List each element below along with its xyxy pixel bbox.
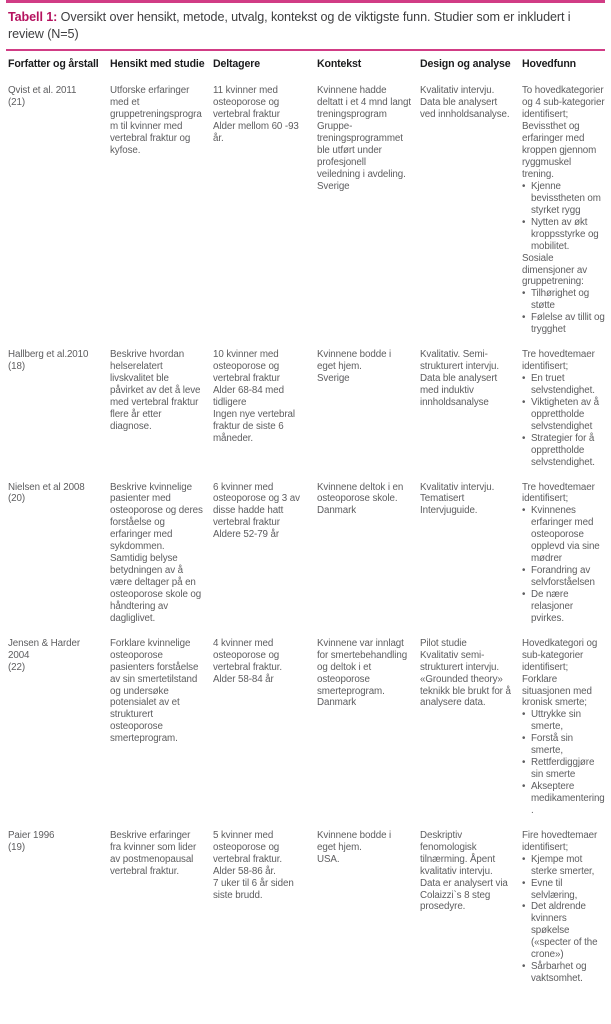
bullet-icon: •	[522, 709, 526, 721]
finding-bullet: • De nære relasjoner pvirkes.	[522, 588, 574, 624]
finding-bullet: • Sårbarhet og vaktsomhet.	[522, 961, 587, 985]
finding-bullet: • Nytten av økt kroppsstyrke og mobilitet.	[522, 216, 599, 252]
header-findings: Hovedfunn	[522, 58, 576, 71]
bullet-icon: •	[522, 505, 526, 517]
finding-bullet: • Evne til selvlæring,	[522, 877, 578, 901]
cell-paragraph: Sverige	[317, 373, 350, 385]
table-row	[6, 482, 605, 625]
table-label: Tabell 1:	[8, 10, 58, 24]
table-row	[6, 638, 605, 817]
cell-paragraph: Kvinnene hadde deltatt i et 4 mnd langt treningsprogram	[317, 85, 411, 121]
cell-design	[418, 482, 520, 518]
cell-participants	[211, 85, 315, 145]
studies-table	[6, 51, 605, 985]
cell-paragraph: Tre hovedtemaer identifisert;	[522, 481, 595, 505]
cell-paragraph: USA.	[317, 853, 340, 865]
finding-bullet: • Kvinnenes erfaringer med osteoporose opplevd via sine mødrer	[522, 505, 600, 565]
cell-paragraph: (19)	[8, 841, 26, 853]
cell-paragraph: 5 kvinner med osteoporose og vertebral fraktur.	[213, 829, 282, 865]
bullet-icon: •	[522, 216, 526, 228]
cell-findings	[520, 638, 605, 817]
cell-paragraph: Kvalitativ. Semi-strukturert intervju.	[420, 349, 500, 373]
finding-bullet: • Akseptere medikamentering.	[522, 781, 605, 816]
bullet-icon: •	[522, 733, 526, 745]
cell-context	[315, 638, 418, 710]
cell-paragraph: Nielsen et al 2008	[8, 481, 85, 493]
cell-purpose	[108, 482, 211, 625]
cell-paragraph: Kvinnene deltok i en osteoporose skole.	[317, 481, 404, 505]
header-author: Forfatter og årstall	[8, 58, 99, 71]
finding-bullet: • Rettferdiggjøre sin smerte	[522, 757, 595, 781]
bullet-icon: •	[522, 312, 526, 324]
cell-design	[418, 830, 520, 914]
cell-paragraph: Bevissthet og erfaringer med kroppen gjennom ryggmuskel trening.	[522, 121, 597, 181]
cell-author	[6, 85, 108, 109]
cell-paragraph: 10 kvinner med osteoporose og vertebral fraktur	[213, 349, 280, 385]
bullet-icon: •	[522, 288, 526, 300]
cell-paragraph: Paier 1996	[8, 829, 55, 841]
cell-context	[315, 349, 418, 385]
bullet-icon: •	[522, 853, 526, 865]
bullet-icon: •	[522, 432, 526, 444]
bullet-icon: •	[522, 565, 526, 577]
cell-paragraph: 4 kvinner med osteoporose og vertebral fraktur.	[213, 637, 282, 673]
cell-paragraph: (22)	[8, 661, 26, 673]
bullet-icon: •	[522, 961, 526, 973]
bullet-icon: •	[522, 180, 526, 192]
cell-participants	[211, 638, 315, 686]
cell-paragraph: Ingen nye vertebral fraktur de siste 6 måneder.	[213, 408, 295, 444]
cell-paragraph: 6 kvinner med osteoporose og 3 av disse hadde hatt vertebral fraktur	[213, 481, 300, 529]
cell-participants	[211, 830, 315, 902]
cell-paragraph: Alder mellom 60 -93 år.	[213, 121, 299, 145]
finding-bullet: • Uttrykke sin smerte,	[522, 709, 581, 733]
cell-findings	[520, 349, 605, 468]
bullet-icon: •	[522, 877, 526, 889]
cell-paragraph: Beskrive hvordan helserelatert livskvalitet ble påvirket av det å leve med vertebral fraktur flere år etter diagnose.	[110, 349, 201, 432]
cell-paragraph: Deskriptiv fenomologisk tilnærming. Åpent kvalitativ intervju.	[420, 829, 496, 877]
cell-paragraph: Pilot studie	[420, 637, 467, 649]
finding-bullet: • Viktigheten av å opprettholde selvstendighet	[522, 396, 599, 432]
cell-paragraph: Beskrive kvinnelige pasienter med osteoporose og deres forståelse og erfaringer med sykdommen. Samtidig belyse betydningen av å være deltager på en osteoporose skole og håndtering av dagliglivet.	[110, 481, 203, 624]
cell-paragraph: Alder 58-86 år.	[213, 865, 276, 877]
cell-purpose	[108, 85, 211, 157]
table-row	[6, 85, 605, 336]
finding-bullet: • Kjempe mot sterke smerter,	[522, 853, 595, 877]
cell-paragraph: Sosiale dimensjoner av gruppetrening:	[522, 252, 588, 288]
table-body	[6, 85, 605, 985]
cell-paragraph: Kvinnene var innlagt for smertebehandling og deltok i et osteoporose smerteprogram.	[317, 637, 408, 697]
cell-paragraph: Kvalitativ intervju. Tematisert Intervjuguide.	[420, 481, 495, 517]
cell-design	[418, 85, 520, 121]
cell-paragraph: Alder 68-84 med tidligere	[213, 384, 284, 408]
header-design: Design og analyse	[420, 58, 511, 71]
bullet-icon: •	[522, 396, 526, 408]
cell-purpose	[108, 349, 211, 433]
cell-paragraph: Kvalitativ semi-strukturert intervju. «Grounded theory» teknikk ble brukt for å analysere data.	[420, 649, 511, 709]
cell-paragraph: Kvinnene bodde i eget hjem.	[317, 829, 392, 853]
cell-paragraph: Hallberg et al.2010	[8, 349, 89, 361]
cell-paragraph: Forklare situasjonen med kronisk smerte;	[522, 673, 592, 709]
cell-findings	[520, 85, 605, 336]
cell-paragraph: (18)	[8, 361, 26, 373]
finding-bullet: • Det aldrende kvinners spøkelse («specter of the crone»)	[522, 901, 598, 961]
finding-bullet: • Kjenne bevisstheten om styrket rygg	[522, 180, 601, 216]
table-row	[6, 349, 605, 468]
cell-paragraph: 11 kvinner med osteoporose og vertebral fraktur	[213, 85, 280, 121]
header-context: Kontekst	[317, 58, 362, 71]
cell-paragraph: (21)	[8, 97, 26, 109]
cell-paragraph: Alder 58-84 år	[213, 673, 274, 685]
cell-purpose	[108, 638, 211, 745]
bullet-icon: •	[522, 373, 526, 385]
cell-context	[315, 482, 418, 518]
cell-author	[6, 349, 108, 373]
cell-paragraph: To hovedkategorier og 4 sub-kategorier identifisert;	[522, 85, 605, 121]
cell-paragraph: Gruppe- treningsprogrammet ble utført under profesjonell veiledning i avdeling. Sverige	[317, 121, 406, 192]
cell-author	[6, 638, 108, 674]
bullet-icon: •	[522, 588, 526, 600]
cell-design	[418, 349, 520, 409]
header-participants: Deltagere	[213, 58, 260, 71]
table-caption	[6, 3, 605, 49]
finding-bullet: • Forstå sin smerte,	[522, 733, 574, 757]
cell-paragraph: Fire hovedtemaer identifisert;	[522, 829, 598, 853]
cell-participants	[211, 349, 315, 445]
cell-paragraph: Danmark	[317, 505, 357, 517]
header-purpose: Hensikt med studie	[110, 58, 205, 71]
finding-bullet: • Følelse av tillit og trygghet	[522, 312, 605, 336]
cell-paragraph: Jensen & Harder 2004	[8, 637, 81, 661]
finding-bullet: • En truet selvstendighet.	[522, 373, 595, 396]
cell-context	[315, 85, 418, 192]
cell-participants	[211, 482, 315, 542]
bullet-icon: •	[522, 757, 526, 769]
cell-paragraph: Tre hovedtemaer identifisert;	[522, 349, 595, 373]
finding-bullet: • Forandring av selvforståelsen	[522, 565, 595, 589]
cell-paragraph: Data er analysert via Colaizzi`s 8 steg prosedyre.	[420, 877, 508, 913]
cell-purpose	[108, 830, 211, 878]
cell-paragraph: Utforske erfaringer med et gruppetreningsprogram til kvinner med vertebral fraktur og kyfose.	[110, 85, 202, 157]
cell-paragraph: Beskrive erfaringer fra kvinner som lider av postmenopausal vertebral fraktur.	[110, 829, 197, 877]
cell-paragraph: Forklare kvinnelige osteoporose pasienters forståelse av sin smertetilstand og undersøke potensialet av et strukturert osteoporose smerteprogram.	[110, 637, 199, 745]
cell-paragraph: Danmark	[317, 697, 357, 709]
bullet-icon: •	[522, 781, 526, 793]
cell-author	[6, 830, 108, 854]
cell-paragraph: Data ble analysert med induktiv innholdsanalyse	[420, 373, 498, 408]
caption-text: Oversikt over hensikt, metode, utvalg, kontekst og de viktigste funn. Studier som er inkludert i review (N=5)	[8, 10, 571, 41]
table-header-row	[6, 58, 605, 71]
cell-paragraph: Aldere 52-79 år	[213, 529, 280, 541]
cell-paragraph: 7 uker til 6 år siden siste brudd.	[213, 877, 294, 901]
cell-design	[418, 638, 520, 710]
cell-paragraph: Qvist et al. 2011	[8, 85, 77, 97]
cell-paragraph: Kvinnene bodde i eget hjem.	[317, 349, 392, 373]
cell-findings	[520, 830, 605, 985]
cell-paragraph: Kvalitativ intervju. Data ble analysert ved innholdsanalyse.	[420, 85, 510, 121]
cell-findings	[520, 482, 605, 625]
cell-paragraph: (20)	[8, 493, 26, 505]
finding-bullet: • Tilhørighet og støtte	[522, 288, 590, 312]
bullet-icon: •	[522, 901, 526, 913]
cell-paragraph: Hovedkategori og sub-kategorier identifisert;	[522, 637, 598, 673]
cell-author	[6, 482, 108, 506]
finding-bullet: • Strategier for å opprettholde selvstendighet.	[522, 432, 595, 468]
table-row	[6, 830, 605, 985]
cell-context	[315, 830, 418, 866]
